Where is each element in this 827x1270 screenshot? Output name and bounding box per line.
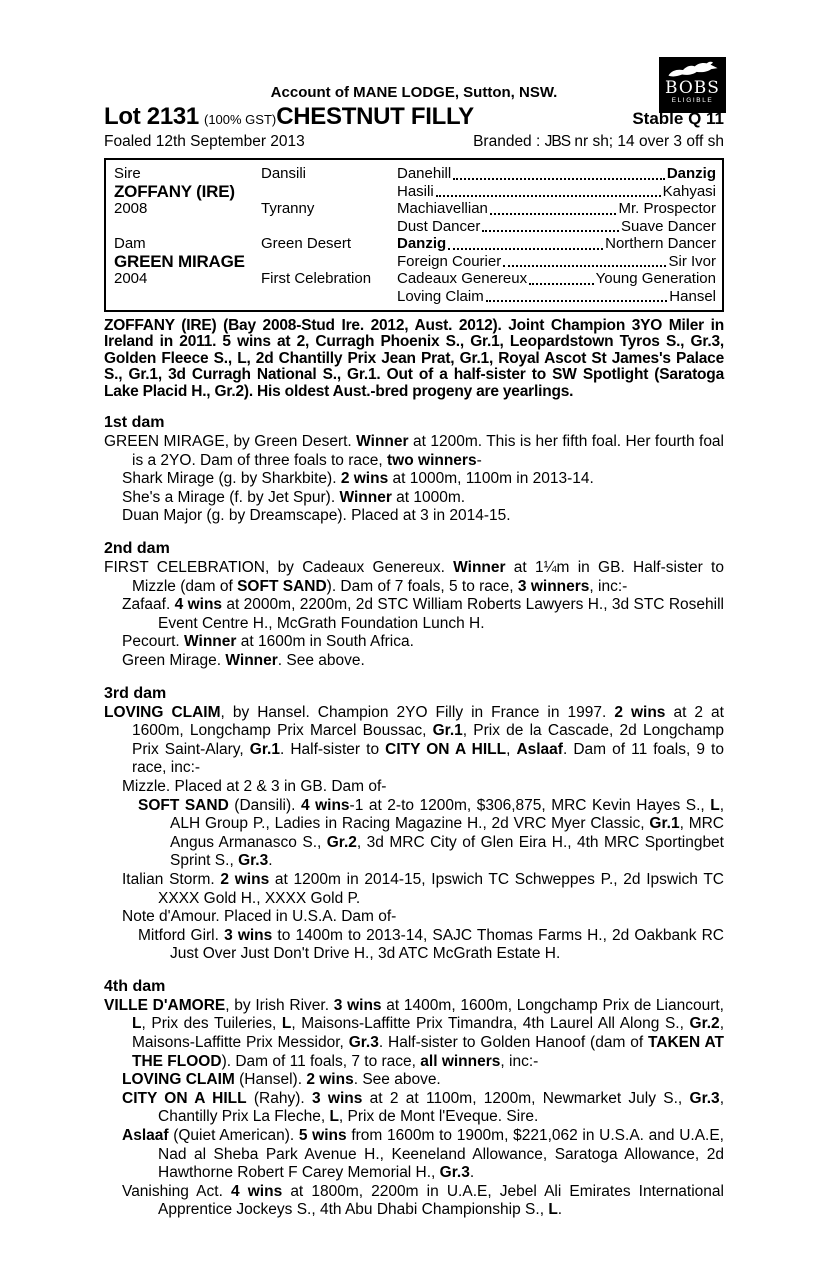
dam-section (104, 684, 724, 964)
gst-note: (100% GST) (203, 112, 277, 127)
ancestor-name: Cadeaux Genereux (397, 270, 528, 287)
pedigree-gen3-cell (397, 183, 716, 201)
pedigree-paragraph: Shark Mirage (g. by Sharkbite). 2 wins at 1000m, 1100m in 2013-14. (122, 470, 594, 488)
pedigree-row (114, 200, 716, 218)
ancestor-name: Hansel (669, 287, 716, 305)
account-line: Account of MANE LODGE, Sutton, NSW. (270, 84, 558, 101)
lot-number: Lot 2131 (104, 103, 199, 130)
section-heading: 2nd dam (104, 540, 170, 557)
pedigree-gen1-cell (114, 288, 261, 306)
pedigree-row (114, 165, 716, 183)
pedigree-paragraph: Duan Major (g. by Dreamscape). Placed at 3 in 2014-15. (122, 507, 511, 525)
pedigree-gen2-cell (261, 183, 397, 201)
pedigree-row (114, 270, 716, 288)
pedigree-table (104, 158, 724, 312)
horse-jockey-icon (659, 60, 726, 80)
pedigree-gen2-cell: Dansili (261, 165, 307, 182)
pedigree-paragraph: Green Mirage. Winner. See above. (122, 651, 365, 669)
pedigree-gen3-cell (397, 270, 716, 288)
ancestor-name: Danehill (397, 165, 452, 182)
pedigree-paragraph: Italian Storm. 2 wins at 1200m in 2014-15, Ipswich TC Schweppes P., 2d Ipswich TC XXXX Gold H., XXXX Gold P. (122, 870, 724, 907)
pedigree-gen1-cell: GREEN MIRAGE (114, 251, 245, 271)
dotted-leader (486, 300, 668, 302)
pedigree-paragraph: SOFT SAND (Dansili). 4 wins-1 at 2-to 1200m, $306,875, MRC Kevin Hayes S., L, ALH Group P., Ladies in Racing Magazine H., 2d VRC Myer Classic, Gr.1, MRC Angus Armanasco S., Gr.2, 3d MRC City of Glen Eira H., 4th MRC Sportingbet Sprint S., Gr.3. (138, 796, 724, 870)
ancestor-name: Young Generation (595, 270, 716, 287)
branded-label: Branded : (473, 133, 545, 150)
section-heading: 4th dam (104, 977, 166, 995)
horse-title: CHESTNUT FILLY (276, 103, 474, 130)
pedigree-row (114, 183, 716, 201)
pedigree-gen1-cell: 2004 (114, 270, 148, 287)
pedigree-paragraph: VILLE D'AMORE, by Irish River. 3 wins at 1400m, 1600m, Longchamp Prix de Liancourt, L, Prix des Tuileries, L, Maisons-Laffitte Prix Timandra, 4th Laurel All Along S., Gr.2, Maisons-Laffitte Prix Messidor, Gr.3. Half-sister to Golden Hanoof (dam of TAKEN AT THE FLOOD). Dam of 11 foals, 7 to race, all winners, inc:- (104, 996, 724, 1070)
dotted-leader (490, 213, 617, 215)
lot-title-row (104, 103, 724, 131)
pedigree-row (114, 253, 716, 271)
pedigree-gen3-cell (397, 218, 716, 236)
pedigree-gen3-cell (397, 288, 716, 306)
pedigree-gen2-cell (261, 288, 397, 306)
pedigree-paragraph: CITY ON A HILL (Rahy). 3 wins at 2 at 1100m, 1200m, Newmarket July S., Gr.3, Chantilly Prix La Fleche, L, Prix de Mont l'Eveque. Sire. (122, 1089, 724, 1126)
branded-detail: nr sh; 14 over 3 off sh (570, 133, 724, 150)
pedigree-paragraph: Pecourt. Winner at 1600m in South Africa. (122, 633, 414, 651)
ancestor-name: Loving Claim (397, 287, 484, 305)
pedigree-row (114, 218, 716, 236)
pedigree-gen2-cell (261, 253, 397, 271)
ancestor-name: Kahyasi (662, 182, 716, 200)
dam-section (104, 977, 724, 1220)
dotted-leader (482, 230, 619, 232)
pedigree-gen2-cell (261, 218, 397, 236)
pedigree-paragraph: GREEN MIRAGE, by Green Desert. Winner at 1200m. This is her fifth foal. Her fourth foal is a 2YO. Dam of three foals to race, two winners- (104, 433, 724, 469)
ancestor-name: Sir Ivor (668, 252, 716, 270)
pedigree-gen1-cell (114, 218, 261, 236)
pedigree-gen1-cell: Sire (114, 165, 141, 182)
pedigree-gen1-cell: ZOFFANY (IRE) (114, 181, 235, 201)
pedigree-paragraph: She's a Mirage (f. by Jet Spur). Winner at 1000m. (122, 488, 466, 506)
sire-summary-paragraph: ZOFFANY (IRE) (Bay 2008-Stud Ire. 2012, Aust. 2012). Joint Champion 3YO Miler in Ireland in 2011. 5 wins at 2, Curragh Phoenix S., Gr.1, Leopardstown Tyros S., Gr.3, Golden Fleece S., L, 2d Chantilly Prix Jean Prat, Gr.1, Royal Ascot St James's Palace S., Gr.1, 3d Curragh National S., Gr.1. Out of a half-sister to SW Spotlight (Saratoga Lake Placid H., Gr.2). His oldest Aust.-bred progeny are yearlings. (104, 317, 724, 400)
dotted-leader (453, 178, 665, 180)
pedigree-paragraph: Zafaaf. 4 wins at 2000m, 2200m, 2d STC William Roberts Lawyers H., 3d STC Rosehill Event Centre H., McGrath Foundation Lunch H. (122, 596, 724, 632)
ancestor-name: Suave Dancer (620, 217, 716, 235)
pedigree-gen3-cell (397, 253, 716, 271)
pedigree-gen2-cell: Tyranny (261, 200, 315, 217)
pedigree-row (114, 235, 716, 253)
pedigree-paragraph: Mizzle. Placed at 2 & 3 in GB. Dam of- (122, 777, 387, 795)
ancestor-name: Hasili (397, 182, 434, 200)
brand-mark: JBS (544, 133, 571, 150)
pedigree-grid (114, 165, 716, 305)
logo-text-eligible: ELIGIBLE (671, 97, 714, 104)
dotted-leader (529, 283, 594, 285)
branded-info (473, 132, 724, 152)
pedigree-paragraph: LOVING CLAIM, by Hansel. Champion 2YO Filly in France in 1997. 2 wins at 2 at 1600m, Longchamp Prix Marcel Boussac, Gr.1, Prix de la Cascade, 2d Longchamp Prix Saint-Alary, Gr.1. Half-sister to CITY ON A HILL, Aslaaf. Dam of 11 foals, 9 to race, inc:- (104, 703, 724, 777)
ancestor-name: Foreign Courier (397, 252, 502, 270)
pedigree-gen1-cell: 2008 (114, 200, 148, 217)
ancestor-name: Danzig (397, 235, 447, 252)
pedigree-gen2-cell: Green Desert (261, 235, 352, 252)
page-content (104, 84, 724, 1220)
ancestor-name: Dust Dancer (397, 217, 481, 235)
pedigree-paragraph: Note d'Amour. Placed in U.S.A. Dam of- (122, 908, 397, 926)
pedigree-gen3-cell (397, 165, 716, 183)
pedigree-paragraph: Vanishing Act. 4 wins at 1800m, 2200m in U.A.E, Jebel Ali Emirates International Apprentice Jockeys S., 4th Abu Dhabi Championship S., L. (122, 1182, 724, 1219)
section-heading: 3rd dam (104, 684, 167, 702)
dam-section (104, 413, 724, 526)
dotted-leader (436, 195, 661, 197)
pedigree-paragraph: Aslaaf (Quiet American). 5 wins from 1600m to 1900m, $221,062 in U.S.A. and U.A.E, Nad al Sheba Park Avenue H., Keeneland Allowance, Saratoga Allowance, 2d Hawthorne Robert F Carey Memorial H., Gr.3. (122, 1127, 724, 1182)
foaled-branded-row (104, 132, 724, 152)
pedigree-row (114, 288, 716, 306)
ancestor-name: Mr. Prospector (618, 200, 716, 217)
pedigree-paragraph: LOVING CLAIM (Hansel). 2 wins. See above. (122, 1071, 441, 1089)
pedigree-gen3-cell (397, 235, 716, 253)
foaled-date: Foaled 12th September 2013 (104, 133, 305, 150)
stable-number: Stable Q 11 (632, 109, 724, 128)
pedigree-gen3-cell (397, 200, 716, 218)
dam-sections (104, 413, 724, 1220)
ancestor-name: Danzig (666, 165, 716, 182)
ancestor-name: Northern Dancer (605, 235, 716, 252)
pedigree-paragraph: Mitford Girl. 3 wins to 1400m to 2013-14, SAJC Thomas Farms H., 2d Oakbank RC Just Over Just Don't Drive H., 3d ATC McGrath Estate H. (138, 926, 724, 963)
dam-section (104, 539, 724, 671)
section-heading: 1st dam (104, 414, 165, 432)
logo-text-bobs: BOBS (665, 78, 720, 98)
pedigree-paragraph: FIRST CELEBRATION, by Cadeaux Genereux. Winner at 1¼m in GB. Half-sister to Mizzle (dam of SOFT SAND). Dam of 7 foals, 5 to race, 3 winners, inc:- (104, 559, 724, 595)
pedigree-gen2-cell: First Celebration (261, 270, 372, 287)
pedigree-gen1-cell: Dam (114, 235, 146, 252)
ancestor-name: Machiavellian (397, 200, 488, 217)
dotted-leader (503, 265, 666, 267)
dotted-leader (448, 248, 603, 250)
